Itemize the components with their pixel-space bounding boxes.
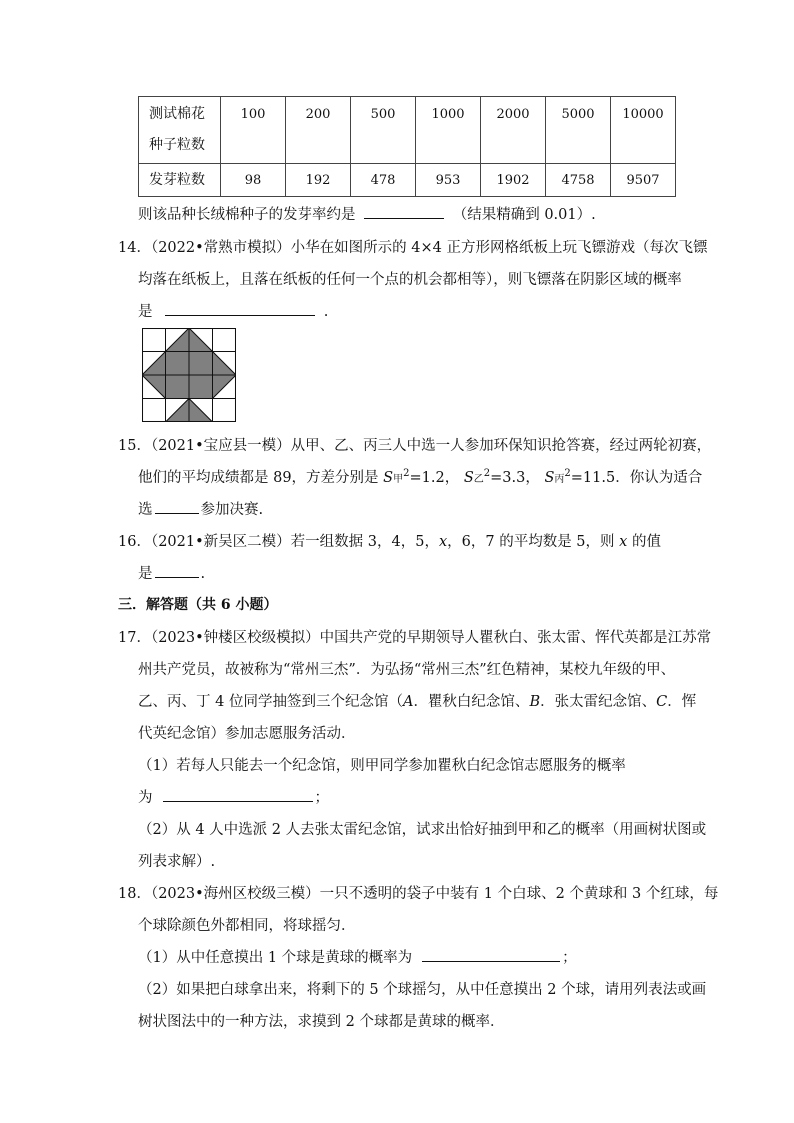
question-18-line: 个球除颜色外都相同，将球摇匀． [138,918,356,934]
label-a: A [402,694,414,710]
answer-blank[interactable] [364,205,444,219]
question-15-line: 15．（2021•宝应县一模）从甲、乙、丙三人中选一人参加环保知识抢答赛，经过两轮初赛， [118,438,712,454]
q16-text: 16．（2021•新吴区二模）若一组数据 3，4，5， [118,534,439,550]
q15-text: =11.5．你认为适合 [570,470,703,486]
table-cell: 5000 [546,97,611,164]
subscript: 乙 [473,474,484,485]
question-17-line: 州共产党员，故被称为“常州三杰”．为弘扬“常州三杰”红色精神，某校九年级的甲、 [138,662,676,678]
question-15-line [138,498,263,519]
q17-text: 乙、丙、丁 4 位同学抽签到三个纪念馆（ [138,694,403,710]
label-c: C [656,694,668,710]
question-16-line [138,562,205,583]
q14-text: . [323,304,329,320]
question-13-answer-line [138,203,596,224]
variable-x: x [438,534,448,550]
q17-text: ； [314,790,329,806]
q13-text: （结果精确到 0.01）. [452,207,596,223]
q17-text: ．瞿秋白纪念馆、 [413,694,530,710]
question-18-part2-line: （2）如果把白球拿出来，将剩下的 5 个球摇匀，从中任意摸出 2 个球，请用列表法或画 [138,982,707,998]
q15-text: 参加决赛. [200,502,264,518]
answer-blank[interactable] [165,302,315,316]
table-cell: 2000 [481,97,546,164]
variance-symbol: S [463,470,474,486]
question-17-part1-line [138,786,329,807]
answer-blank[interactable] [422,948,560,962]
superscript: 2 [403,468,410,480]
table-cell: 9507 [611,164,676,197]
q15-text: =1.2， [409,470,460,486]
table-header-cell: 发芽粒数 [139,164,221,197]
table-cell: 478 [351,164,416,197]
q15-text: 他们的平均成绩都是 89，方差分别是 [138,470,379,486]
answer-blank[interactable] [155,564,199,578]
q17-text: 为 [138,790,153,806]
table-cell: 200 [286,97,351,164]
dart-board-grid-figure [142,328,236,422]
q16-text: . [200,566,206,582]
subscript: 甲 [393,474,404,485]
q15-text: 选 [138,502,153,518]
table-cell: 1000 [416,97,481,164]
table-header-line: 测试棉花 [149,106,205,122]
section-title: 三．解答题（共 6 小题） [118,597,278,613]
question-17-part1-line: （1）若每人只能去一个纪念馆，则甲同学参加瞿秋白纪念馆志愿服务的概率 [138,758,626,774]
q15-text: =3.3， [490,470,540,486]
q16-text: 是 [138,566,153,582]
q14-text: 是 [138,304,153,320]
table-cell: 4758 [546,164,611,197]
question-17-line [138,690,696,711]
variable-x: x [619,534,628,550]
answer-blank[interactable] [163,788,313,802]
question-17-line: 17．（2023•钟楼区校级模拟）中国共产党的早期领导人瞿秋白、张太雷、恽代英都是江苏常 [118,630,712,646]
q13-text: 则该品种长绒棉种子的发芽率约是 [138,207,356,223]
table-cell: 953 [416,164,481,197]
table-row [139,164,676,197]
table-cell: 192 [286,164,351,197]
table-cell: 100 [221,97,286,164]
question-15-line [138,466,702,487]
question-17-part2-line: （2）从 4 人中选派 2 人去张太雷纪念馆，试求出恰好抽到甲和乙的概率（用画树状图或 [138,822,707,838]
q16-text: 的值 [631,534,661,550]
variance-symbol: S [383,470,394,486]
answer-blank[interactable] [155,500,199,514]
superscript: 2 [564,468,571,480]
superscript: 2 [483,468,491,480]
q18-text: ； [562,950,577,966]
subscript: 丙 [554,474,565,485]
table-cell: 500 [351,97,416,164]
table-header-cell [139,97,221,164]
grid-lines [142,328,236,422]
q17-text: ．张太雷纪念馆、 [540,694,657,710]
question-14-line [138,300,328,321]
table-cell: 98 [221,164,286,197]
label-b: B [529,694,541,710]
q16-text: ，6，7 的平均数是 5，则 [447,534,615,550]
question-18-line: 18．（2023•海州区校级三模）一只不透明的袋子中装有 1 个白球、2 个黄球和 3 个红球，每 [118,886,719,902]
question-16-line [118,530,661,551]
seed-germination-table [138,96,676,197]
question-17-line: 代英纪念馆）参加志愿服务活动． [138,726,356,742]
q17-text: ．恽 [667,694,697,710]
table-header-line: 种子粒数 [149,137,205,153]
table-row [139,97,676,164]
variance-symbol: S [544,470,555,486]
question-18-part1-line [138,946,577,967]
table-cell: 1902 [481,164,546,197]
question-14-line: 均落在纸板上，且落在纸板的任何一个点的机会都相等），则飞镖落在阴影区域的概率 [138,272,682,288]
question-18-part2-line: 树状图法中的一种方法，求摸到 2 个球都是黄球的概率． [138,1014,505,1030]
question-17-part2-line: 列表求解）. [138,854,216,870]
table-cell: 10000 [611,97,676,164]
question-14-line: 14．（2022•常熟市模拟）小华在如图所示的 4×4 正方形网格纸板上玩飞镖游戏（每次飞镖 [118,240,708,256]
q18-text: （1）从中任意摸出 1 个球是黄球的概率为 [138,950,413,966]
